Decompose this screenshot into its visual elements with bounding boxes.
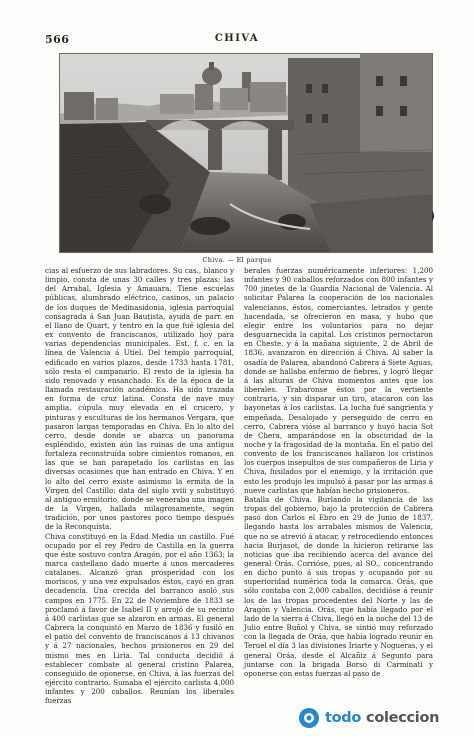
watermark-text-part2: coleccion [366,710,440,726]
paragraph: Batalla de Chiva. Burlando la vigilancia de las tropas del gobierno, bajo la protección de Cabrera pasó don Carlos el Ebro en 29 de Junio de 1837, llegando hasta los arrabales mismos de Valencia, que no se atrevió á atacar, y retrocediendo entonces hacia Burjasot, de donde la hicieron retirarse las noticias que iba recibiendo acerca del avance del general Orás. Corrióse, pues, al SO., concentrando en dicho punto á sus tropas y ocupando por su superioridad numérica toda la comarca. Orás, que sólo contaba con 2,000 caballos, decidióse á reunir los de las tropas procedentes del Norte y las de Aragón y Valencia. Orás, que había llegado por el lado de la sierra á Chiva, llegó en la noche del 13 de Julio entre Buñol y Chiva, se sintió muy reforzado con la llegada de Oráa, que había logrado reunir en Teruel el día 3 las divisiones Iriarte y Nogueras, y el general Oráa, desde el Alcañiz á Segunto para juntarse con la brigada Borso di Carminati y oponerse con estas fuerzas al paso de [244,494,433,678]
watermark-text-part1: todo [325,710,362,726]
paragraph: berales fuerzas numéricamente inferiores: 1,200 infantes y 90 caballos reforzados con 800 infantes y 700 jinetes de la Guardia Nacional de Valencia. Al solicitar Palarea la cooperación de los nacionales valencianos, éstos, comerciantes, letrados y gente hacendada, se ofrecieron en masa, y hubo que elegir entre los voluntarios para no dejar desguarnecida la capital. Los cristinos pernoctaron en Cheste, y á la mañana siguiente, 2 de Abril de 1836, avanzaron en dirección á Chiva. Al saber la osadía de Palarea, abandonó Cabrera á Siete Aguas, donde se hallaba enfermo de fiebres, y logró llegar á las alturas de Chiva momentos antes que los liberales. Trabaronse éstos por la vertiente contraria, y sin disparar un tiro, atacaron con las bayonetas á los carlistas. La lucha fué sangrienta y empeñada. Desalojado y perseguido de cerro en cerro, Cabrera vióse al barranco y huyó hacia Sot de Chera, amparándose en la obscuridad de la noche y la fragosidad de la montaña. En el patio del convento de los franciscanos hallaron los cristinos los cuerpos insepultos de sus compañeros de Liria y Chiva, fusilados por el enemigo, y la irritación que esto les produjo les impulsó á pasar por las armas á nueve carlistas que habían hecho prisioneros. [244,266,433,495]
running-head: CHIVA [214,33,260,44]
engraving-photo [59,53,433,253]
paragraph: Chiva constituyó en la Edad Media un castillo. Fué ocupado por el rey Pedro de Castilla en la guerra que éste sostuvo contra Aragón, por el año 1363; la marca castellano dado muerte á unos mercaderes catalanes. Alcanzó gran prosperidad con los moriscos, y una vez expulsados éstos, cayó en gran decadencia. Una crecida del barranco asoló sus campos en 1775. En 22 de Noviembre de 1833 se proclamó á favor de Isabel II y arrojó de su recinto á 400 carlistas que se alzaron en armas. El general Cabrera la conquistó en Marzo de 1836 y fusiló en el patio del convento de franciscanos á 13 chivanos y á 27 nacionales, hechos prisioneros en 29 del mismo mes en Liria. Tal conducta decidió á establecer combate al general cristino Palarea, conseguido de oponerse, en Chiva, á las fuerzas del ejército contrario. Sumaba el ejército carlista 4,000 infantes y 200 caballos. Reunían los liberales fuerzas [45,531,234,706]
figure-caption: Chiva. — El parque [202,256,272,264]
left-column [45,266,234,706]
watermark-logo-icon [298,707,320,729]
right-column [244,266,433,686]
paragraph: cias al esfuerzo de sus labradores. Su cas., blanco y limpio, consta de unas 30 calles y tres plazas: las del Arrabal, Iglesia y Amauara. Tiene escuelas públicas, alumbrado eléctrico, casinos, un palacio de los duques de Medinasidonia, iglesia parroquial consagrada á San Juan Bautista, ayuda de parr. en el llano de Quart, y tentro en la que fué iglesia del ex convento de franciscanos, utilizado hoy para varias dependencias municipales. Est. f. c. en la línea de Valencia á Utiel. Del templo parroquial, edificado en varios plazos, desde 1733 hasta 1781, sólo resta el campanario. El resto de la iglesia ha sido renovado y ensanchado. Es de la época de la llamada restauración académica. Ha sido trazada en forma de cruz latina. Consta de nave muy amplia, cúpula muy elevada en el crucero, y pinturas y esculturas de los hermanos Vergara, que pasaron largas temporadas en Chiva. En lo alto del cerro, desde donde se abarca un panorama espléndido, existen aún las ruinas de una antigua fortaleza reconstruída sobre cimientos romanos, en las que se han parapetado los carlistas en las diversas ocasiones que han entrado en Chiva. Y en lo alto del cerro existe asimismo la ermita de la Virgen del Castillo; data del siglo xviii y substituyó al antiguo ermitorio, donde se veneraba una imagen de la Virgen, hallada milagrosamente, según tradición, por unos pastores poco tiempo después de la Reconquista. [45,266,234,532]
watermark [298,704,468,732]
page-number: 566 [45,33,70,46]
